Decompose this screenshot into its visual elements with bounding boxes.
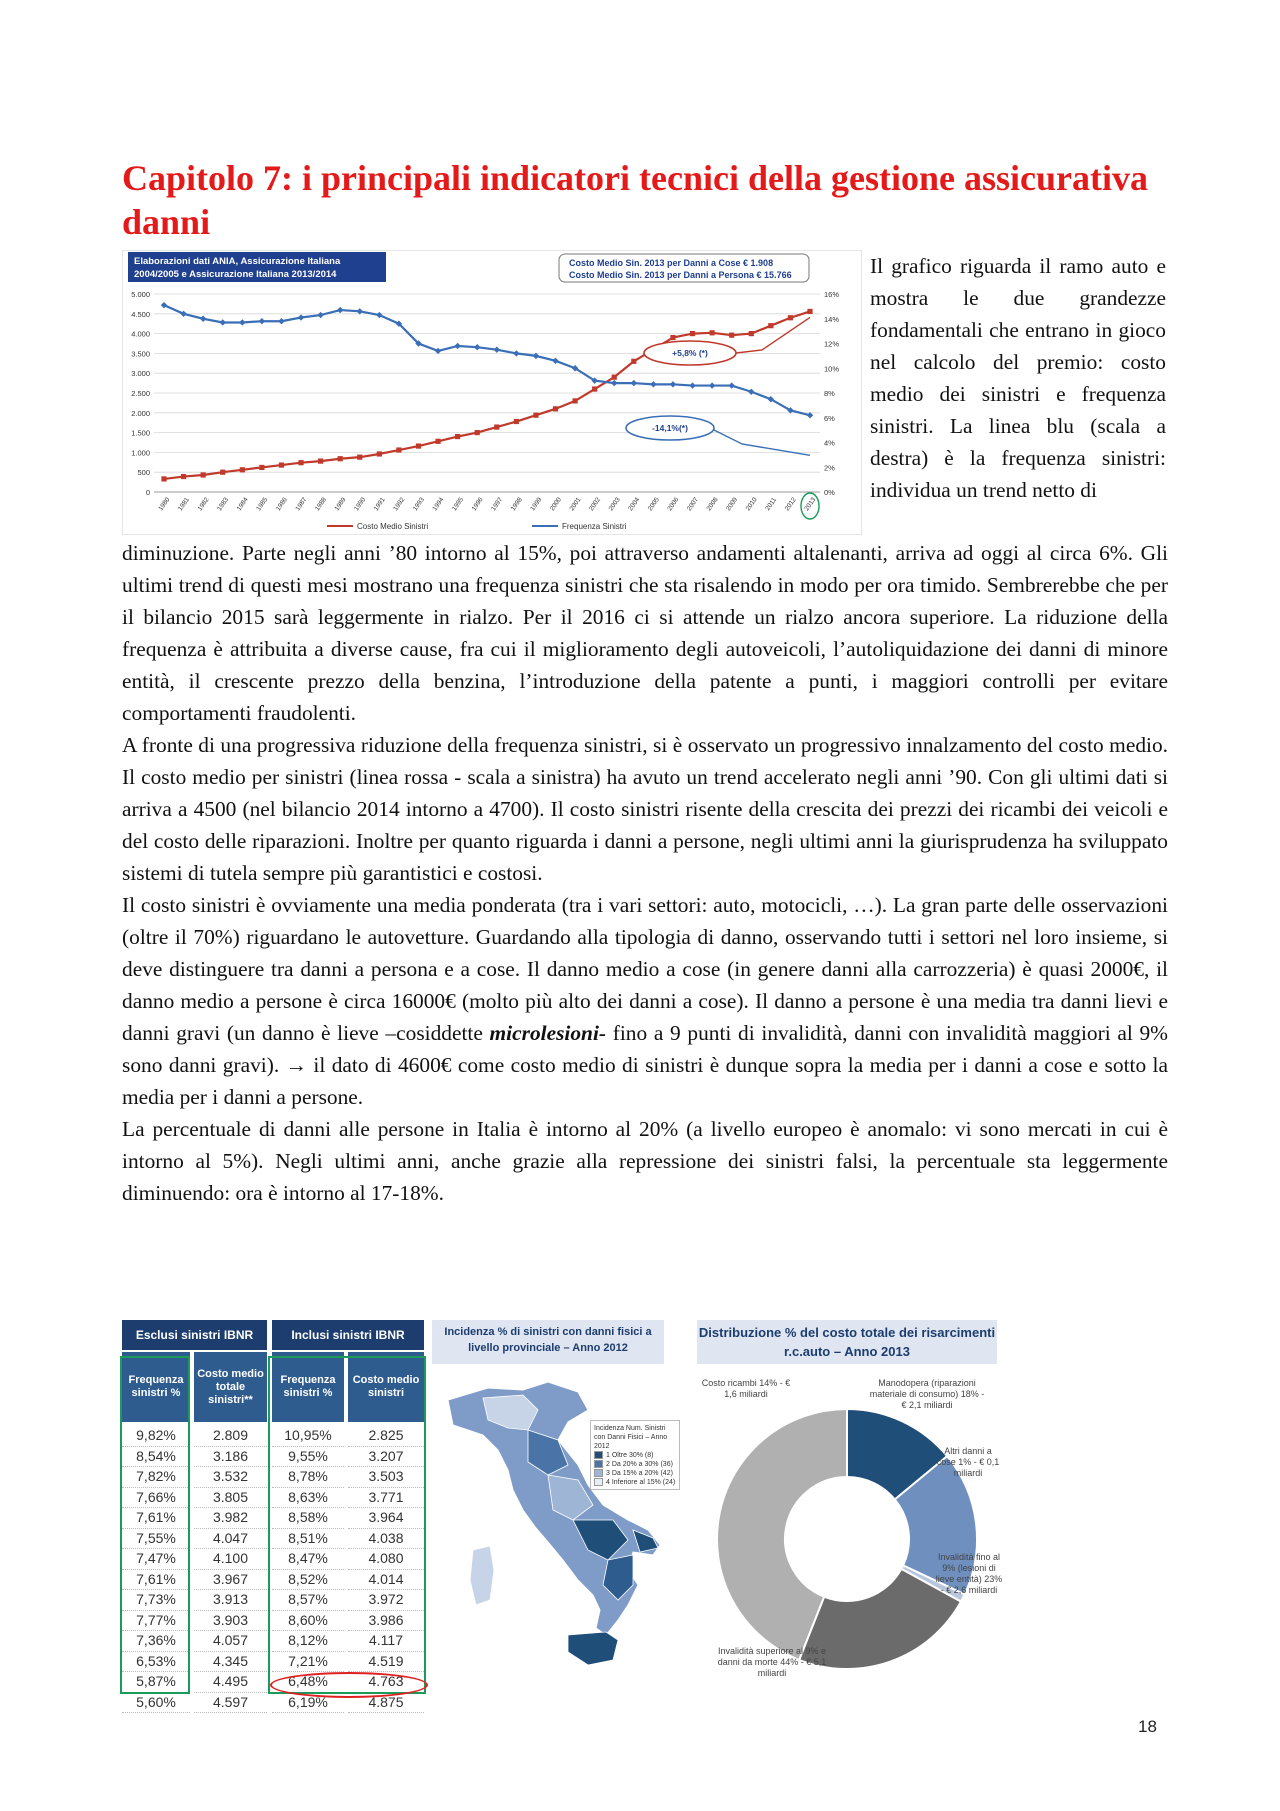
legend-item-1 (594, 1451, 676, 1460)
y-right-tick-label: 0% (824, 488, 835, 497)
table-cell: 3.805 (194, 1488, 267, 1509)
col-header-3: Frequenza sinistri % (272, 1352, 344, 1422)
legend-label: Costo Medio Sinistri (357, 522, 429, 531)
table-cell: 4.080 (348, 1549, 424, 1570)
table-cell: 4.100 (194, 1549, 267, 1570)
cost-point (788, 315, 793, 320)
cost-point (749, 331, 754, 336)
cost-point (690, 331, 695, 336)
table-cell: 4.597 (194, 1693, 267, 1714)
legend-label: 3 Da 15% a 20% (42) (606, 1470, 673, 1477)
cost-point (533, 413, 538, 418)
table-cell: 7,61% (122, 1508, 190, 1529)
table-cell: 5,87% (122, 1672, 190, 1693)
chart-svg (122, 250, 862, 535)
chart-title-line1: Elaborazioni dati ANIA, Assicurazione Italiana (134, 256, 341, 267)
table-cell: 3.207 (348, 1447, 424, 1468)
cost-point (670, 335, 675, 340)
donut-label-invalidita-lieve: Invalidità fino al 9% (lesioni di lieve entità) 23% - € 2,6 miliardi (935, 1552, 1003, 1595)
ibnr-table (122, 1320, 424, 1710)
table-group-excluded: Esclusi sinistri IBNR (122, 1320, 267, 1350)
x-tick-label: 2002 (588, 496, 603, 513)
chapter-title: Capitolo 7: i principali indicatori tecnici della gestione assicurativa danni (122, 158, 1148, 242)
legend-item-2 (594, 1460, 676, 1469)
cost-point (201, 472, 206, 477)
table-cell: 4.047 (194, 1529, 267, 1550)
x-tick-label: 1993 (411, 496, 426, 513)
arrow-icon: → (285, 1053, 307, 1077)
table-cell: 2.825 (348, 1426, 424, 1447)
table-cell: 2.809 (194, 1426, 267, 1447)
highlight-box-left (120, 1356, 190, 1694)
cost-point (435, 439, 440, 444)
table-cell: 8,51% (272, 1529, 344, 1550)
table-cell: 4.345 (194, 1652, 267, 1673)
table-cell: 3.967 (194, 1570, 267, 1591)
legend-swatch (594, 1451, 603, 1459)
table-cell: 8,54% (122, 1447, 190, 1468)
cost-point (807, 309, 812, 314)
cost-point (318, 459, 323, 464)
highlight-box-right (268, 1356, 426, 1694)
cost-point (475, 430, 480, 435)
donut-label-altri: Altri danni a cose 1% - € 0,1 miliardi (936, 1446, 1000, 1478)
cost-frequency-chart (122, 250, 862, 535)
cost-point (592, 386, 597, 391)
table-group-included: Inclusi sinistri IBNR (272, 1320, 424, 1350)
legend-label: 2 Da 20% a 30% (36) (606, 1461, 673, 1468)
table-cell: 6,19% (272, 1693, 344, 1714)
y-right-tick-label: 6% (824, 413, 835, 423)
x-tick-label: 2004 (627, 496, 642, 513)
donut-label-ricambi: Costo ricambi 14% - € 1,6 miliardi (701, 1378, 791, 1399)
cost-point (631, 359, 636, 364)
para3-part1: Il costo sinistri è ovviamente una media ponderata (tra i vari settori: auto, motocicli, …). La gran parte delle osservazioni (oltre il 70%) riguardano le autovetture. Guardando alla tipologia di danno, osservando tutti i settori nel loro insieme, si deve distinguere tra danni a persona e a cose. Il danno medio a cose (in genere danni alla carrozzeria) è quasi 2000€, il danno medio a persone è circa 16000€ (molto più alto dei danni a cose). Il danno a persone è una media tra danni lievi e danni gravi (un danno è lieve –cosiddette (122, 893, 1168, 1045)
donut-chart-figure (697, 1320, 1017, 1692)
legend-label: Frequenza Sinistri (562, 522, 627, 531)
x-tick-label: 2011 (764, 496, 779, 513)
x-tick-label: 1980 (157, 496, 172, 513)
x-tick-label: 2007 (685, 496, 700, 513)
y-left-tick-label: 500 (137, 468, 150, 478)
table-cell: 3.503 (348, 1467, 424, 1488)
x-tick-label: 1983 (216, 496, 231, 513)
table-cell: 3.972 (348, 1590, 424, 1611)
cost-point (259, 465, 264, 470)
italy-map-icon (428, 1370, 686, 1690)
cost-point (298, 460, 303, 465)
table-cell: 3.903 (194, 1611, 267, 1632)
table-cell: 7,66% (122, 1488, 190, 1509)
cost-point (572, 398, 577, 403)
table-cell: 4.519 (348, 1652, 424, 1673)
x-tick-label: 1984 (235, 496, 250, 513)
table-cell: 7,47% (122, 1549, 190, 1570)
table-cell: 8,57% (272, 1590, 344, 1611)
table-cell: 8,60% (272, 1611, 344, 1632)
y-right-tick-label: 2% (824, 463, 835, 473)
page-number: 18 (1138, 1717, 1157, 1736)
cost-point (240, 467, 245, 472)
x-tick-label: 1989 (333, 496, 348, 513)
cost-point (455, 434, 460, 439)
y-left-tick-label: 3.000 (131, 369, 150, 379)
table-cell: 7,21% (272, 1652, 344, 1673)
x-tick-label: 2013 (803, 496, 818, 513)
map-legend-title: Incidenza Num. Sinistri con Danni Fisici – Anno 2012 (594, 1425, 668, 1450)
legend-swatch (594, 1478, 603, 1486)
y-left-tick-label: 2.500 (131, 389, 150, 398)
table-cell: 3.913 (194, 1590, 267, 1611)
para3-part3: il dato di 4600€ come costo medio di sinistri è dunque sopra la media per i danni a cose e sotto la media per i danni a persone. (122, 1053, 1168, 1109)
side-paragraph: Il grafico riguarda il ramo auto e mostra le due grandezze fondamentali che entrano in gioco nel calcolo del premio: costo medio dei sinistri e frequenza sinistri. La linea blu (scala a destra) è la frequenza sinistri: individua un trend netto di (870, 254, 1166, 502)
highlight-ellipse-2013 (270, 1672, 428, 1698)
table-cell: 3.982 (194, 1508, 267, 1529)
legend-label: 4 Inferiore al 15% (24) (606, 1479, 676, 1486)
y-left-tick-label: 2.000 (131, 408, 150, 418)
y-left-tick-label: 1.000 (131, 448, 150, 458)
cost-point (181, 474, 186, 479)
table-cell: 7,73% (122, 1590, 190, 1611)
table-cell: 4.117 (348, 1631, 424, 1652)
cost-point (220, 470, 225, 475)
y-right-tick-label: 14% (824, 314, 840, 324)
y-right-tick-label: 8% (824, 389, 835, 398)
table-cell: 4.057 (194, 1631, 267, 1652)
map-title: Incidenza % di sinistri con danni fisici a livello provinciale – Anno 2012 (432, 1320, 664, 1364)
x-tick-label: 2001 (568, 496, 583, 513)
table-cell: 3.186 (194, 1447, 267, 1468)
y-left-tick-label: 0 (145, 488, 150, 497)
table-cell: 4.763 (348, 1672, 424, 1693)
x-tick-label: 2005 (646, 496, 661, 513)
y-left-tick-label: 5.000 (131, 290, 150, 299)
x-tick-label: 1997 (490, 496, 505, 513)
table-cell: 3.964 (348, 1508, 424, 1529)
donut-label-manodopera: Manodopera (riparazioni materiale di consumo) 18% - € 2,1 miliardi (869, 1378, 985, 1410)
cost-point (494, 424, 499, 429)
cost-point (357, 455, 362, 460)
table-cell: 4.875 (348, 1693, 424, 1714)
y-left-tick-label: 4.500 (131, 309, 150, 319)
y-right-tick-label: 12% (824, 339, 840, 349)
donut-title: Distribuzione % del costo totale dei risarcimenti r.c.auto – Anno 2013 (697, 1320, 997, 1364)
table-cell: 8,12% (272, 1631, 344, 1652)
x-tick-label: 1990 (353, 496, 368, 513)
italy-map-figure (428, 1320, 686, 1692)
x-tick-label: 2000 (548, 496, 563, 513)
cost-point (377, 451, 382, 456)
y-left-tick-label: 4.000 (131, 329, 150, 339)
table-cell: 7,55% (122, 1529, 190, 1550)
table-cell: 8,63% (272, 1488, 344, 1509)
table-cell: 7,61% (122, 1570, 190, 1591)
table-cell: 10,95% (272, 1426, 344, 1447)
table-cell: 7,82% (122, 1467, 190, 1488)
x-tick-label: 1998 (509, 496, 524, 513)
cost-point (514, 419, 519, 424)
annotation-frequency-change: -14,1%(*) (652, 423, 688, 433)
table-cell: 6,48% (272, 1672, 344, 1693)
x-tick-label: 1982 (196, 496, 211, 513)
x-tick-label: 2012 (783, 496, 798, 513)
x-tick-label: 1996 (470, 496, 485, 513)
x-tick-label: 1988 (313, 496, 329, 513)
x-tick-label: 1987 (294, 496, 309, 513)
cost-point (768, 323, 773, 328)
legend-swatch (594, 1460, 603, 1468)
x-tick-label: 1981 (176, 496, 192, 513)
microlesioni-term: microlesioni- (489, 1021, 607, 1045)
col-header-1: Frequenza sinistri % (122, 1352, 190, 1422)
cost-point (729, 333, 734, 338)
cost-point (553, 406, 558, 411)
paragraph-2: A fronte di una progressiva riduzione della frequenza sinistri, si è osservato un progressivo innalzamento del costo medio. Il costo medio per sinistri (linea rossa - scala a sinistra) ha avuto un trend accelerato negli anni ’90. Con gli ultimi dati si arriva a 4500 (nel bilancio 2014 intorno a 4700). Il costo sinistri risente della crescita dei prezzi dei ricambi dei veicoli e del costo delle riparazioni. Inoltre per quanto riguarda i danni a persone, negli ultimi anni la giurisprudenza ha sviluppato sistemi di tutela sempre più garantistici e costosi. (122, 733, 1168, 885)
table-cell: 9,82% (122, 1426, 190, 1447)
legend-label: 1 Oltre 30% (8) (606, 1452, 654, 1459)
table-column-2 (194, 1426, 267, 1713)
legend-item-3 (594, 1469, 676, 1478)
x-tick-label: 1999 (529, 496, 544, 513)
x-tick-label: 1995 (451, 496, 466, 513)
table-cell: 8,58% (272, 1508, 344, 1529)
y-right-tick-label: 4% (824, 438, 835, 448)
y-left-tick-label: 3.500 (131, 349, 150, 359)
x-tick-label: 1991 (372, 496, 387, 513)
y-right-tick-label: 16% (824, 290, 840, 299)
table-cell: 3.986 (348, 1611, 424, 1632)
x-tick-label: 2008 (705, 496, 720, 513)
table-cell: 3.771 (348, 1488, 424, 1509)
x-tick-label: 1994 (431, 496, 446, 513)
col-header-2: Costo medio totale sinistri** (194, 1352, 267, 1422)
table-cell: 7,36% (122, 1631, 190, 1652)
paragraph-1: diminuzione. Parte negli anni ’80 intorno al 15%, poi attraverso andamenti altalenanti, arriva ad oggi al circa 6%. Gli ultimi trend di questi mesi mostrano una frequenza sinistri che sta risalendo in modo per ora timido. Sembrerebbe che per il bilancio 2015 sarà leggermente in rialzo. Per il 2016 ci si attende un rialzo ancora superiore. La riduzione della frequenza è attribuita a diverse cause, fra cui il miglioramento degli autoveicoli, l’autoliquidazione dei danni di minore entità, il crescente prezzo della benzina, l’introduzione della patente a punti, i maggiori controlli per evitare comportamenti fraudolenti. (122, 541, 1168, 725)
table-cell: 9,55% (272, 1447, 344, 1468)
x-tick-label: 1992 (392, 496, 407, 513)
para3-part2: fino a 9 punti di invalidità, danni con invalidità maggiori al 9% sono danni gravi). (122, 1021, 1168, 1077)
y-right-tick-label: 10% (824, 364, 840, 374)
cost-point (161, 476, 166, 481)
donut-label-invalidita-grave: Invalidità superiore al 9% e danni da morte 44% - € 5,1 miliardi (717, 1646, 827, 1678)
legend-item-4 (594, 1478, 676, 1487)
table-cell: 8,78% (272, 1467, 344, 1488)
table-cell: 5,60% (122, 1693, 190, 1714)
legend-swatch (594, 1469, 603, 1477)
cost-point (279, 462, 284, 467)
y-left-tick-label: 1.500 (131, 428, 150, 438)
table-cell: 4.495 (194, 1672, 267, 1693)
cost-point (396, 447, 401, 452)
table-cell: 4.014 (348, 1570, 424, 1591)
cost-point (612, 375, 617, 380)
paragraph-3 (122, 889, 1168, 1113)
x-tick-label: 2009 (725, 496, 740, 513)
table-cell: 8,52% (272, 1570, 344, 1591)
paragraph-4: La percentuale di danni alle persone in Italia è intorno al 20% (a livello europeo è anomalo: vi sono mercati in cui è intorno al 5%). Negli ultimi anni, anche grazie alla repressione dei sinistri falsi, la percentuale sta leggermente diminuendo: ora è intorno al 17-18%. (122, 1117, 1168, 1205)
body-text (122, 537, 1168, 1209)
x-tick-label: 1986 (274, 496, 289, 513)
cost-point (710, 330, 715, 335)
cost-point (416, 443, 421, 448)
table-cell: 4.038 (348, 1529, 424, 1550)
annotation-cose: Costo Medio Sin. 2013 per Danni a Cose € 1.908 (569, 258, 774, 268)
col-header-4: Costo medio sinistri (348, 1352, 424, 1422)
table-cell: 6,53% (122, 1652, 190, 1673)
annotation-persona: Costo Medio Sin. 2013 per Danni a Persona € 15.766 (569, 270, 792, 280)
cost-point (338, 456, 343, 461)
donut-svg (697, 1364, 1017, 1694)
x-tick-label: 2010 (744, 496, 759, 513)
table-cell: 8,47% (272, 1549, 344, 1570)
table-cell: 3.532 (194, 1467, 267, 1488)
map-legend (590, 1420, 680, 1490)
table-cell: 7,77% (122, 1611, 190, 1632)
x-tick-label: 2003 (607, 496, 622, 513)
annotation-cost-change: +5,8% (*) (672, 348, 708, 358)
x-tick-label: 2006 (666, 496, 681, 513)
x-tick-label: 1985 (255, 496, 270, 513)
chart-title-line2: 2004/2005 e Assicurazione Italiana 2013/2014 (134, 269, 337, 280)
